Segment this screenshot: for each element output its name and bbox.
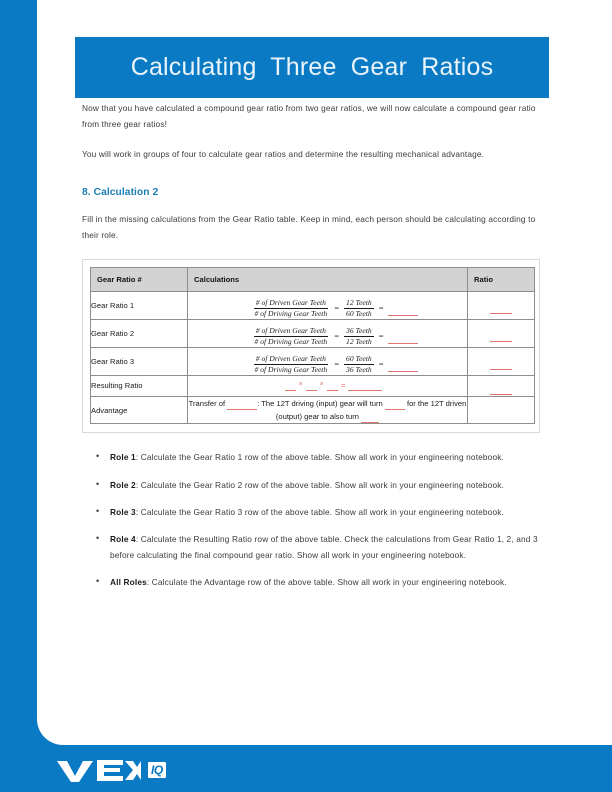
fraction-denominator-label: # of Driving Gear Teeth: [254, 365, 328, 375]
equals-sign: =: [378, 331, 384, 342]
gear-ratio-table-frame: [82, 259, 540, 433]
section-heading: 8. Calculation 2: [82, 186, 159, 198]
answer-blank[interactable]: [388, 307, 418, 316]
advantage-text-3: for the 12T: [406, 398, 444, 408]
intro-paragraph-1: Now that you have calculated a compound gear ratio from two gear ratios, we will now calculate a compound gear ratio from three gear ratios!: [82, 103, 536, 130]
ratio-cell-gear-ratio-1: [468, 291, 535, 319]
column-header-ratio: Ratio: [468, 267, 535, 291]
answer-blank[interactable]: [227, 401, 257, 410]
ratio-answer-blank[interactable]: [490, 361, 512, 370]
calculation-cell-gear-ratio-2: [188, 319, 468, 347]
role-description: : Calculate the Gear Ratio 2 row of the above table. Show all work in your engineering notebook.: [135, 479, 504, 490]
ratio-cell-gear-ratio-3: [468, 347, 535, 375]
fraction-denominator-label: # of Driving Gear Teeth: [254, 309, 328, 319]
teeth-denominator: 60 Teeth: [346, 309, 372, 319]
ratio-answer-blank[interactable]: [490, 386, 512, 395]
row-label-resulting-ratio: Resulting Ratio: [91, 375, 188, 396]
multiply-operator: ×: [319, 380, 324, 388]
fraction-numerator-label: # of Driven Gear Teeth: [255, 325, 326, 335]
answer-blank[interactable]: [306, 383, 317, 391]
ratio-answer-blank[interactable]: [490, 305, 512, 314]
fraction-expression: [253, 354, 419, 375]
role-name: Role 2: [110, 479, 136, 490]
teeth-numerator: 60 Teeth: [346, 353, 372, 363]
vex-wordmark-icon: [55, 757, 141, 783]
calculation-cell-gear-ratio-1: [188, 291, 468, 319]
role-description: : Calculate the Resulting Ratio row of the above table. Check the calculations from Gear Ratio 1, 2, and 3 before calculating the final compound gear ratio. Show all work in your engineering notebook.: [110, 533, 538, 561]
calculation-cell-gear-ratio-3: [188, 347, 468, 375]
multiply-operator: ×: [298, 380, 303, 388]
ratio-cell-gear-ratio-2: [468, 319, 535, 347]
teeth-denominator: 36 Teeth: [346, 365, 372, 375]
equals-sign: =: [378, 359, 384, 370]
list-item: [96, 574, 548, 590]
table-row: [91, 319, 535, 347]
fraction-expression: [253, 326, 419, 347]
table-row: [91, 291, 535, 319]
teeth-value-fraction: [344, 326, 374, 347]
equals-sign: =: [340, 380, 346, 390]
advantage-text-2: : The 12T driving (input) gear will turn: [257, 398, 383, 408]
answer-blank[interactable]: [348, 383, 382, 391]
teeth-definition-fraction: [253, 326, 330, 347]
table-header-row: [91, 267, 535, 291]
fraction-numerator-label: # of Driven Gear Teeth: [255, 353, 326, 363]
advantage-text-4: driven (output) gear to also turn: [275, 398, 467, 422]
fraction-numerator-label: # of Driven Gear Teeth: [255, 297, 326, 307]
roles-list: [82, 449, 548, 590]
answer-blank[interactable]: [388, 363, 418, 372]
row-label-advantage: Advantage: [91, 396, 188, 424]
answer-blank[interactable]: [327, 383, 338, 391]
ratio-cell-resulting-ratio: [468, 375, 535, 396]
gear-ratio-table: [90, 267, 535, 424]
column-header-calculations: Calculations: [188, 267, 468, 291]
intro-paragraph-2: You will work in groups of four to calculate gear ratios and determine the resulting mechanical advantage.: [82, 149, 485, 160]
teeth-numerator: 12 Teeth: [346, 297, 372, 307]
equals-sign: =: [334, 331, 340, 342]
section-instructions: Fill in the missing calculations from the Gear Ratio table. Keep in mind, each person should be calculating according to their role.: [82, 213, 536, 240]
table-row: [91, 375, 535, 396]
teeth-definition-fraction: [253, 354, 330, 375]
page-title: Calculating Three Gear Ratios: [130, 53, 494, 81]
teeth-definition-fraction: [253, 298, 330, 319]
advantage-statement: [188, 396, 468, 424]
role-description: : Calculate the Advantage row of the above table. Show all work in your engineering notebook.: [146, 577, 507, 588]
table-row: [91, 396, 535, 424]
fraction-expression: [253, 298, 419, 319]
vex-iq-logo: [55, 757, 166, 783]
teeth-value-fraction: [344, 354, 374, 375]
advantage-text-1: Transfer of: [188, 398, 226, 408]
column-header-gear-ratio: Gear Ratio #: [91, 267, 188, 291]
ratio-answer-blank[interactable]: [490, 333, 512, 342]
list-item: [96, 531, 548, 563]
role-name: Role 1: [110, 452, 136, 463]
table-row: [91, 347, 535, 375]
role-description: : Calculate the Gear Ratio 3 row of the above table. Show all work in your engineering notebook.: [135, 506, 504, 517]
ratio-cell-advantage: [468, 396, 535, 424]
teeth-denominator: 12 Teeth: [346, 337, 372, 347]
role-name: Role 3: [110, 506, 136, 517]
fraction-denominator-label: # of Driving Gear Teeth: [254, 337, 328, 347]
role-description: : Calculate the Gear Ratio 1 row of the above table. Show all work in your engineering notebook.: [135, 452, 504, 463]
equals-sign: =: [334, 359, 340, 370]
equals-sign: =: [378, 303, 384, 314]
teeth-value-fraction: [344, 298, 374, 319]
row-label-gear-ratio-1: Gear Ratio 1: [91, 291, 188, 319]
role-name: All Roles: [110, 577, 147, 588]
main-content: [82, 100, 540, 601]
role-name: Role 4: [110, 533, 136, 544]
list-item: [96, 504, 548, 520]
equals-sign: =: [334, 303, 340, 314]
answer-blank[interactable]: [388, 335, 418, 344]
iq-badge: IQ: [148, 762, 166, 778]
row-label-gear-ratio-3: Gear Ratio 3: [91, 347, 188, 375]
answer-blank[interactable]: [385, 401, 405, 410]
page-title-banner: [75, 37, 549, 98]
row-label-gear-ratio-2: Gear Ratio 2: [91, 319, 188, 347]
answer-blank[interactable]: [285, 383, 296, 391]
answer-blank[interactable]: [361, 414, 379, 423]
list-item: [96, 449, 548, 465]
teeth-numerator: 36 Teeth: [346, 325, 372, 335]
resulting-ratio-expression: [285, 376, 383, 395]
list-item: [96, 477, 548, 493]
calculation-cell-resulting-ratio: [188, 375, 468, 396]
